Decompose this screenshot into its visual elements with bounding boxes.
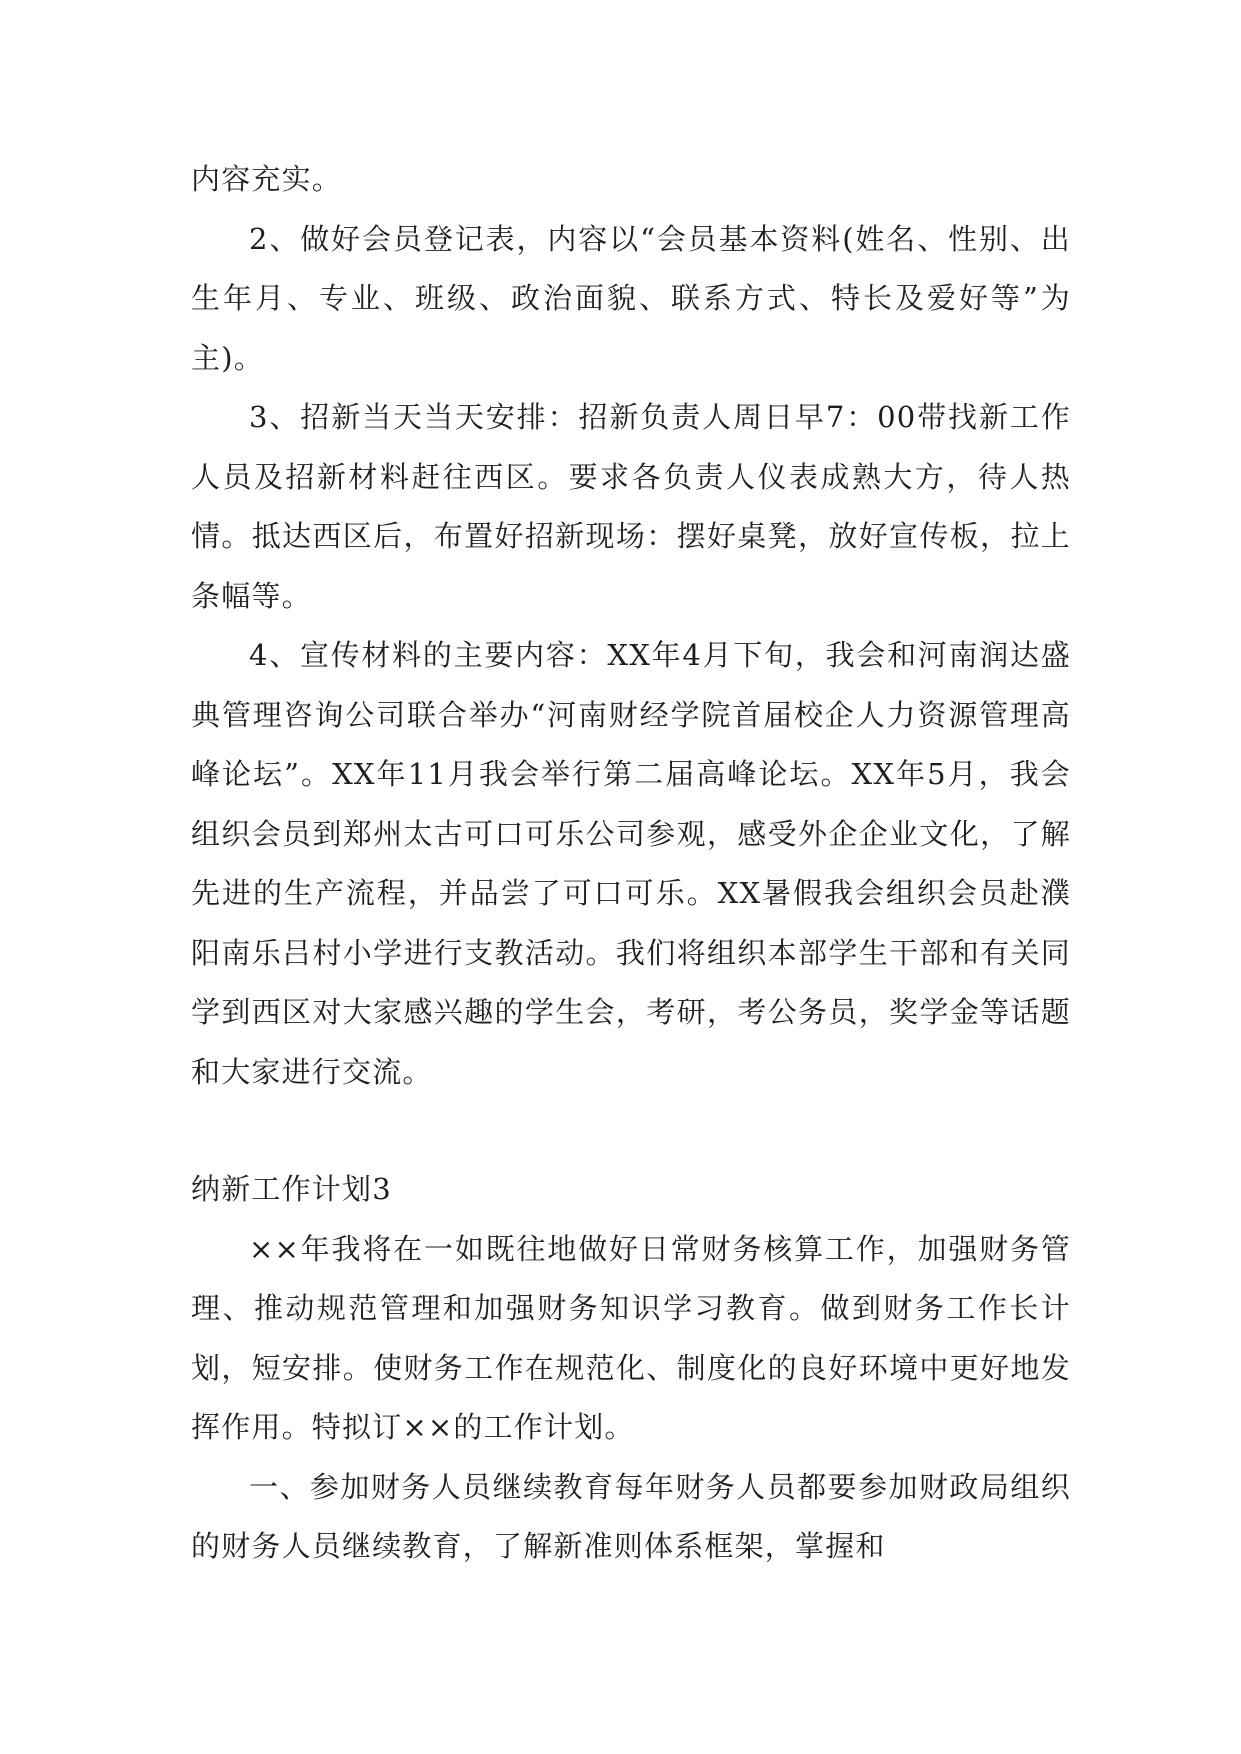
- paragraph-point-1: 一、参加财务人员继续教育每年财务人员都要参加财政局组织的财务人员继续教育，了解新准则体系框架，掌握和: [191, 1469, 1071, 1563]
- paragraph-continuation: 内容充实。: [191, 162, 343, 196]
- paragraph-item-3: 3、招新当天当天安排：招新负责人周日早7：00带找新工作人员及招新材料赶往西区。要求各负责人仪表成熟大方，待人热情。抵达西区后，布置好招新现场：摆好桌凳，放好宣传板，拉上条幅等。: [191, 400, 1071, 613]
- section-spacer: [191, 1102, 1071, 1160]
- paragraph-item-2: 2、做好会员登记表，内容以“会员基本资料(姓名、性别、出生年月、专业、班级、政治面貌、联系方式、特长及爱好等”为主)。: [191, 221, 1071, 375]
- paragraph-item-4: 4、宣传材料的主要内容：XX年4月下旬，我会和河南润达盛典管理咨询公司联合举办“河南财经学院首届校企人力资源管理高峰论坛”。XX年11月我会举行第二届高峰论坛。XX年5月，我会组织会员到郑州太古可口可乐公司参观，感受外企企业文化，了解先进的生产流程，并品尝了可口可乐。XX暑假我会组织会员赴濮阳南乐吕村小学进行支教活动。我们将组织本部学生干部和有关同学到西区对大家感兴趣的学生会，考研，考公务员，奖学金等话题和大家进行交流。: [191, 638, 1071, 1089]
- section-heading: 纳新工作计划3: [191, 1172, 392, 1206]
- paragraph-intro: ××年我将在一如既往地做好日常财务核算工作，加强财务管理、推动规范管理和加强财务知识学习教育。做到财务工作长计划，短安排。使财务工作在规范化、制度化的良好环境中更好地发挥作用。特拟订××的工作计划。: [191, 1231, 1071, 1444]
- document-page: [191, 150, 1071, 1577]
